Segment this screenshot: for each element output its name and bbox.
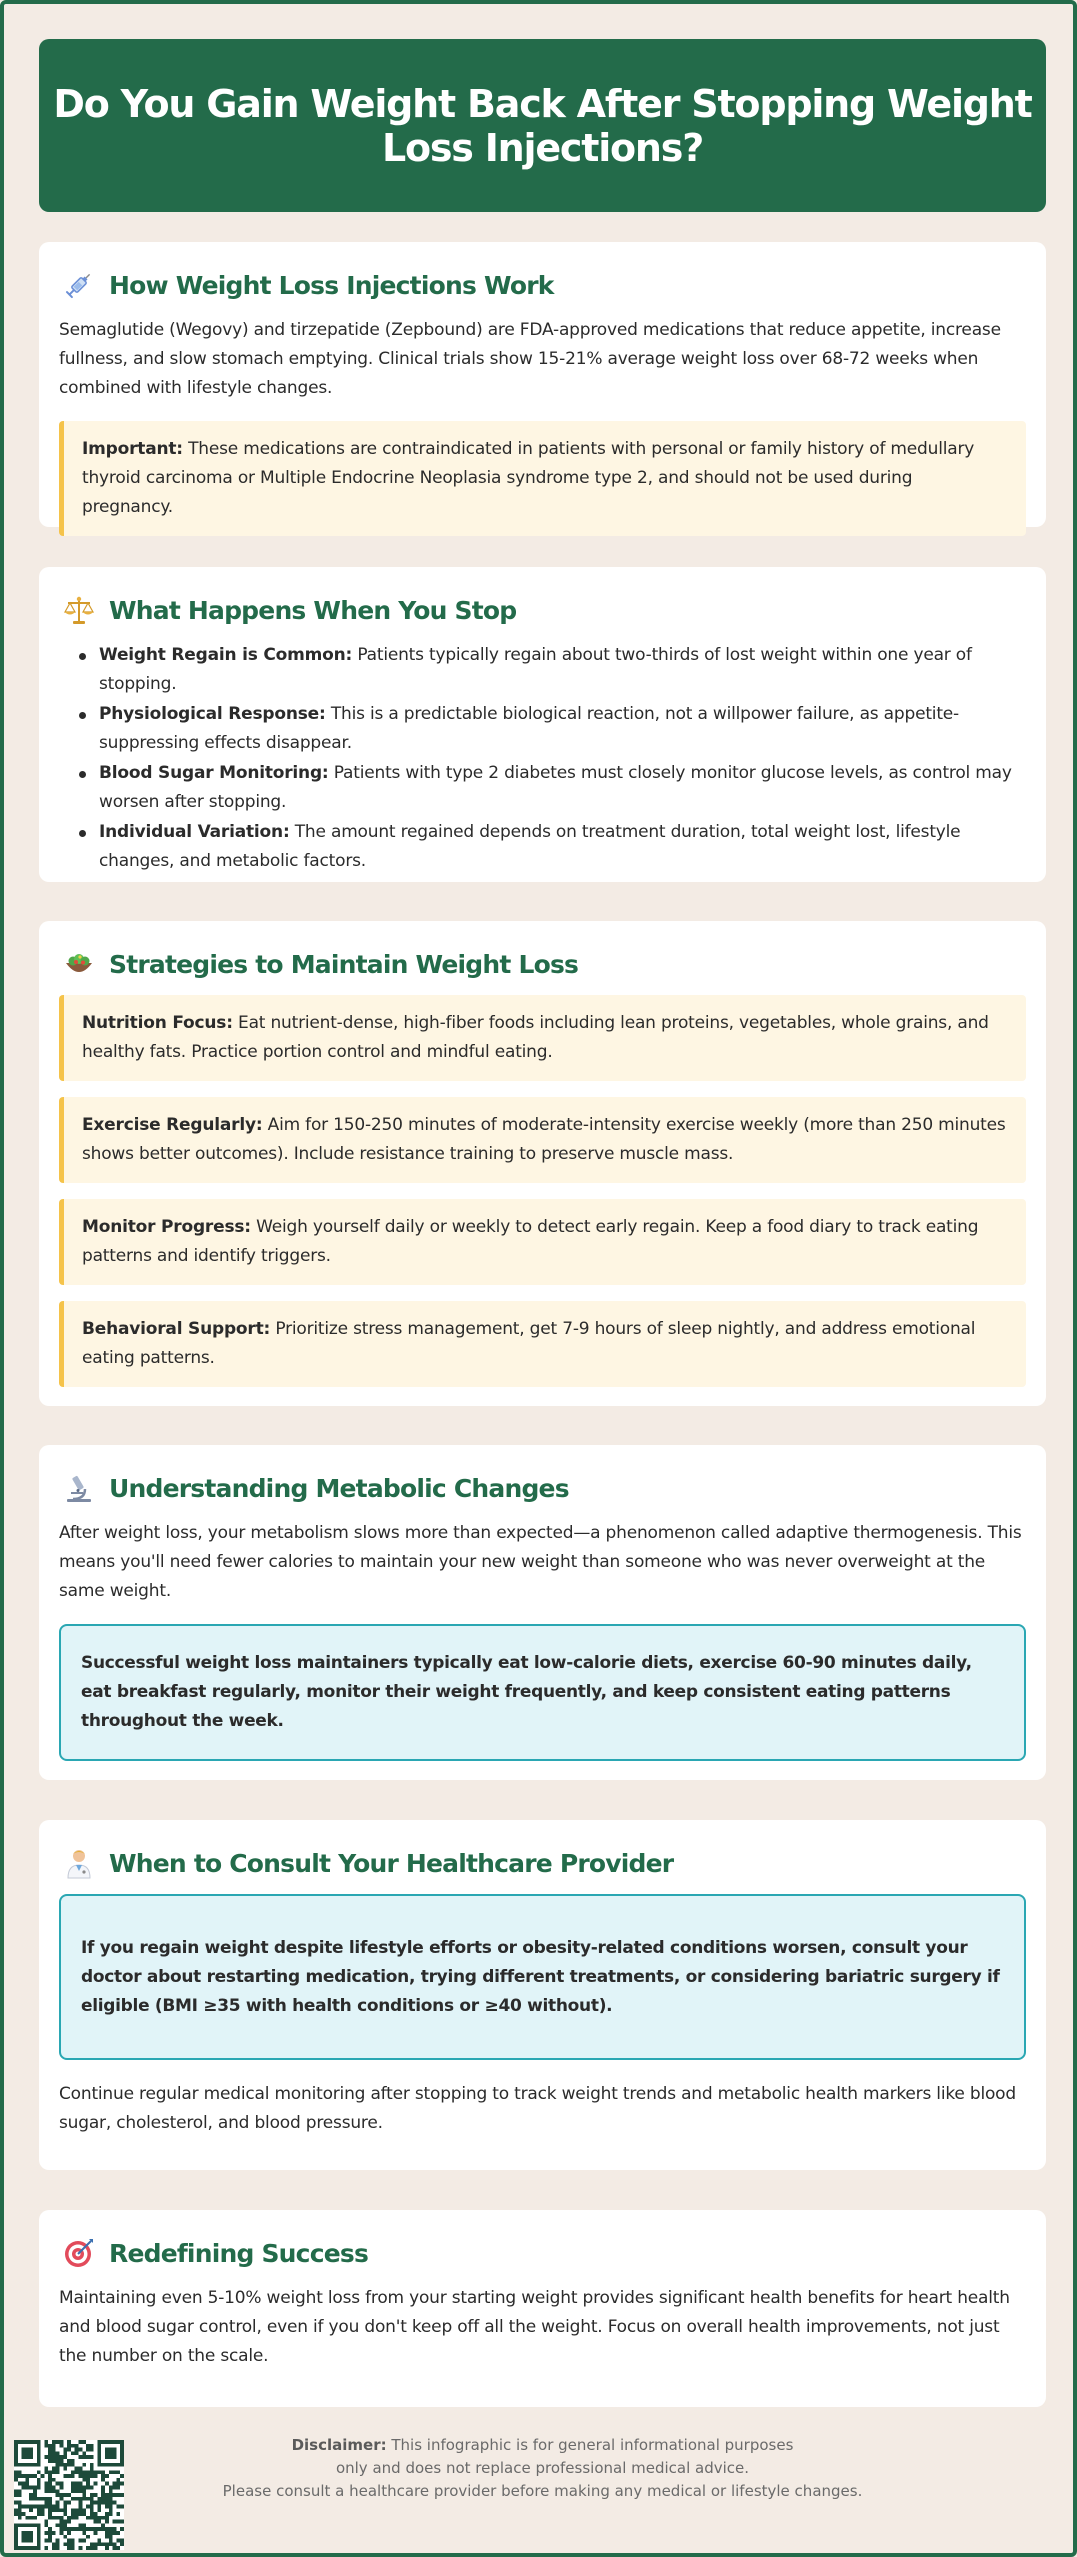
item-text: This is a predictable biological reaction, not a willpower failure, as appetite-suppressing effects disappear. [99,704,959,753]
strategy-label: Exercise Regularly: [82,1115,263,1135]
item-label: Physiological Response: [99,704,326,724]
section-header [61,2232,1026,2274]
list-item [79,700,1026,758]
page-title: Do You Gain Weight Back After Stopping Weight Loss Injections? [53,81,1032,170]
list-item [79,759,1026,817]
disclaimer-line: This infographic is for general informational purposes [386,2436,794,2454]
microscope-icon [61,1470,97,1506]
target-icon [61,2235,97,2271]
section-redefining-success [39,2210,1046,2407]
section-title: What Happens When You Stop [109,595,517,625]
section-consult-provider [39,1820,1046,2170]
section-header [61,589,1026,631]
section-title: Understanding Metabolic Changes [109,1473,569,1503]
strategy-nutrition [59,995,1026,1081]
qr-code[interactable] [14,2440,124,2550]
section-body: After weight loss, your metabolism slows more than expected—a phenomenon called adaptive thermogenesis. This means you'll need fewer calories to maintain your new weight than someone who was never overweight at the same weight. [59,1523,1022,1601]
item-text: Patients with type 2 diabetes must closely monitor glucose levels, as control may worsen after stopping. [99,763,1012,812]
section-how-injections-work [39,242,1046,527]
disclaimer [4,2434,1077,2503]
callout-text: Successful weight loss maintainers typically eat low-calorie diets, exercise 60-90 minutes daily, eat breakfast regularly, monitor their weight frequently, and keep consistent eating patterns throughout the week. [81,1653,972,1731]
section-header [61,264,1026,306]
section-header [61,1467,1026,1509]
note-label: Important: [82,439,183,459]
section-header [61,1842,1026,1884]
strategy-exercise [59,1097,1026,1183]
section-title: When to Consult Your Healthcare Provider [109,1848,674,1878]
strategy-behavioral [59,1301,1026,1387]
section-strategies [39,921,1046,1406]
maintainers-callout [59,1624,1026,1761]
salad-icon [61,946,97,982]
section-title: Strategies to Maintain Weight Loss [109,949,579,979]
section-title: Redefining Success [109,2238,369,2268]
item-text: The amount regained depends on treatment duration, total weight lost, lifestyle changes, and metabolic factors. [99,822,961,871]
list-item [79,818,1026,876]
item-label: Blood Sugar Monitoring: [99,763,329,783]
important-note [59,421,1026,536]
item-label: Weight Regain is Common: [99,645,353,665]
stop-effects-list [59,641,1026,876]
page-header [39,39,1046,212]
note-text: These medications are contraindicated in patients with personal or family history of medullary thyroid carcinoma or Multiple Endocrine Neoplasia syndrome type 2, and should not be used during pregnancy. [82,439,975,517]
strategy-text: Aim for 150-250 minutes of moderate-intensity exercise weekly (more than 250 minutes shows better outcomes). Include resistance training to preserve muscle mass. [82,1115,1006,1164]
syringe-icon [61,267,97,303]
strategy-monitor [59,1199,1026,1285]
section-header [61,943,1026,985]
section-body: Semaglutide (Wegovy) and tirzepatide (Zepbound) are FDA-approved medications that reduce appetite, increase fullness, and slow stomach emptying. Clinical trials show 15-21% average weight loss over 68-72 weeks when combined with lifestyle changes. [59,320,1001,398]
strategy-text: Prioritize stress management, get 7-9 hours of sleep nightly, and address emotional eating patterns. [82,1319,976,1368]
list-item [79,641,1026,699]
strategy-label: Behavioral Support: [82,1319,271,1339]
consult-callout [59,1894,1026,2060]
disclaimer-line: only and does not replace professional medical advice. [335,2459,750,2477]
section-title: How Weight Loss Injections Work [109,270,554,300]
section-body: Maintaining even 5-10% weight loss from your starting weight provides significant health benefits for heart health and blood sugar control, even if you don't keep off all the weight. Focus on overall health improvements, not just the number on the scale. [59,2288,1010,2366]
section-what-happens-when-stop [39,567,1046,882]
strategy-text: Weigh yourself daily or weekly to detect early regain. Keep a food diary to track eating patterns and identify triggers. [82,1217,979,1266]
disclaimer-line: Please consult a healthcare provider before making any medical or lifestyle changes. [222,2482,863,2500]
doctor-icon [61,1845,97,1881]
strategy-text: Eat nutrient-dense, high-fiber foods including lean proteins, vegetables, whole grains, and healthy fats. Practice portion control and mindful eating. [82,1013,989,1062]
balance-scale-icon [61,592,97,628]
disclaimer-label: Disclaimer: [291,2436,387,2454]
strategy-label: Monitor Progress: [82,1217,251,1237]
section-metabolic-changes [39,1445,1046,1780]
strategy-label: Nutrition Focus: [82,1013,233,1033]
item-text: Patients typically regain about two-thirds of lost weight within one year of stopping. [99,645,972,694]
callout-text: If you regain weight despite lifestyle efforts or obesity-related conditions worsen, consult your doctor about restarting medication, trying different treatments, or considering bariatric surgery if eligible (BMI ≥35 with health conditions or ≥40 without). [81,1937,1000,2016]
section-body: Continue regular medical monitoring after stopping to track weight trends and metabolic health markers like blood sugar, cholesterol, and blood pressure. [59,2084,1016,2133]
item-label: Individual Variation: [99,822,290,842]
